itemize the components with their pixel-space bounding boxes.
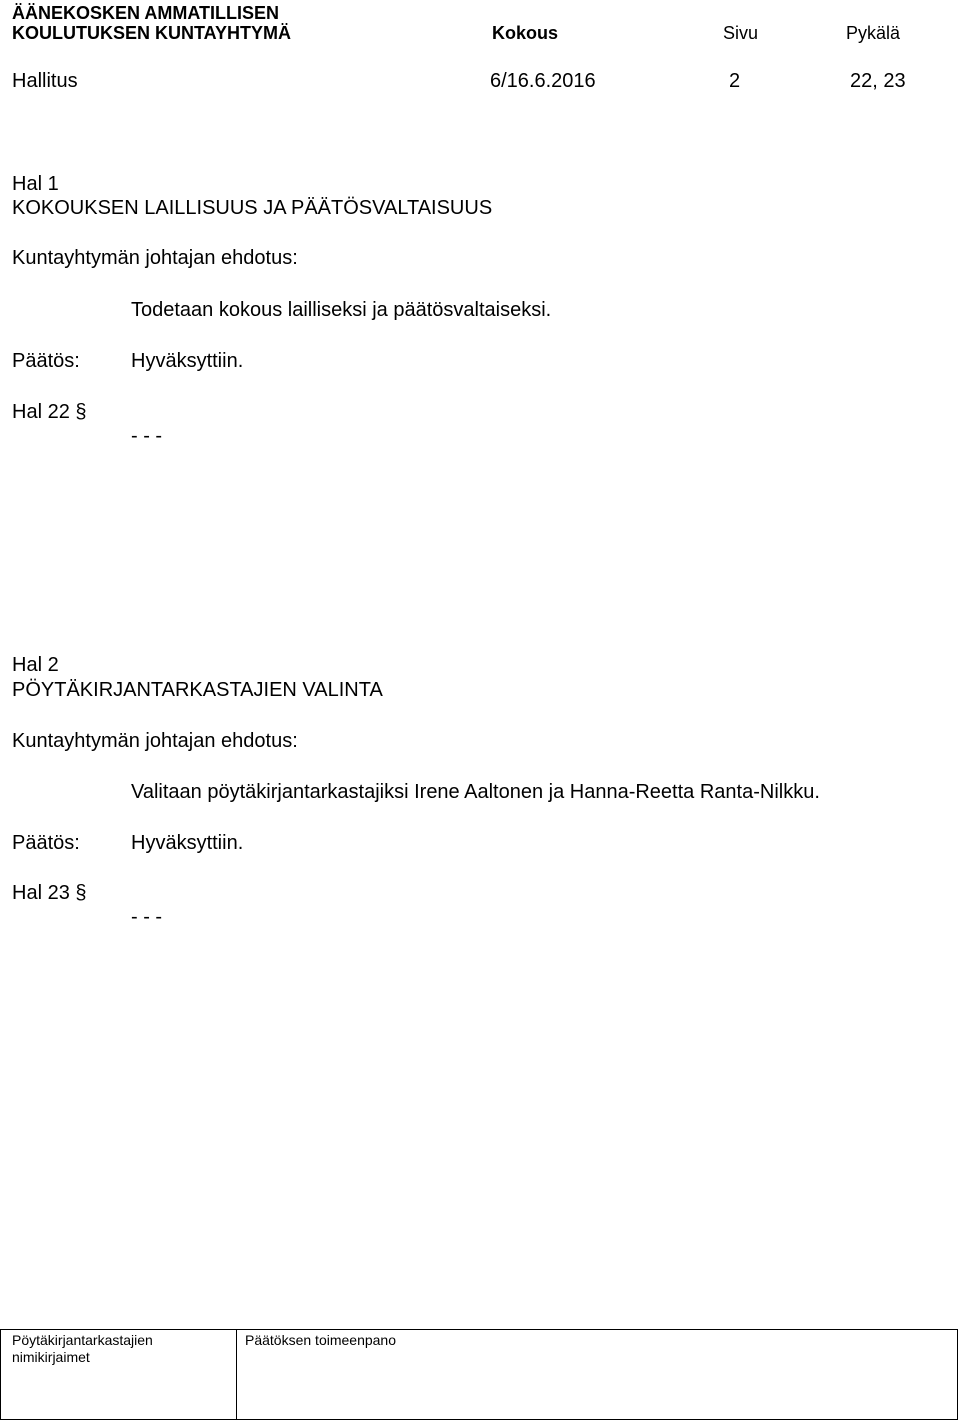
body-name: Hallitus bbox=[12, 70, 78, 92]
header-label-kokous: Kokous bbox=[492, 23, 559, 43]
footer-signature-box bbox=[0, 1329, 958, 1420]
section-ref: Hal 22 § bbox=[12, 401, 87, 423]
meeting-date: 6/16.6.2016 bbox=[490, 70, 596, 92]
org-name-line2: KOULUTUKSEN KUNTAYHTYMÄ bbox=[12, 23, 291, 43]
decision-label: Päätös: bbox=[12, 350, 80, 372]
footer-execution-label: Päätöksen toimeenpano bbox=[245, 1332, 396, 1348]
footer-divider bbox=[236, 1330, 237, 1419]
decision-label: Päätös: bbox=[12, 832, 80, 854]
section-separator: - - - bbox=[131, 906, 163, 928]
item-ref: Hal 2 bbox=[12, 654, 59, 676]
item-title: KOKOUKSEN LAILLISUUS JA PÄÄTÖSVALTAISUUS bbox=[12, 197, 493, 219]
decision-text: Hyväksyttiin. bbox=[131, 832, 244, 854]
footer-signatures-label-line2: nimikirjaimet bbox=[12, 1349, 90, 1365]
item-title: PÖYTÄKIRJANTARKASTAJIEN VALINTA bbox=[12, 679, 383, 701]
proposal-label: Kuntayhtymän johtajan ehdotus: bbox=[12, 730, 298, 752]
section-numbers: 22, 23 bbox=[850, 70, 906, 92]
proposal-text: Todetaan kokous lailliseksi ja päätösvaltaiseksi. bbox=[131, 299, 552, 321]
section-separator: - - - bbox=[131, 425, 163, 447]
proposal-text: Valitaan pöytäkirjantarkastajiksi Irene Aaltonen ja Hanna-Reetta Ranta-Nilkku. bbox=[131, 781, 820, 803]
header-label-pykala: Pykälä bbox=[846, 23, 901, 43]
footer-signatures-label-line1: Pöytäkirjantarkastajien bbox=[12, 1332, 153, 1348]
header-label-sivu: Sivu bbox=[723, 23, 759, 43]
decision-text: Hyväksyttiin. bbox=[131, 350, 244, 372]
proposal-label: Kuntayhtymän johtajan ehdotus: bbox=[12, 247, 298, 269]
page-number: 2 bbox=[729, 70, 741, 92]
item-ref: Hal 1 bbox=[12, 173, 59, 195]
org-name-line1: ÄÄNEKOSKEN AMMATILLISEN bbox=[12, 3, 279, 23]
section-ref: Hal 23 § bbox=[12, 882, 87, 904]
